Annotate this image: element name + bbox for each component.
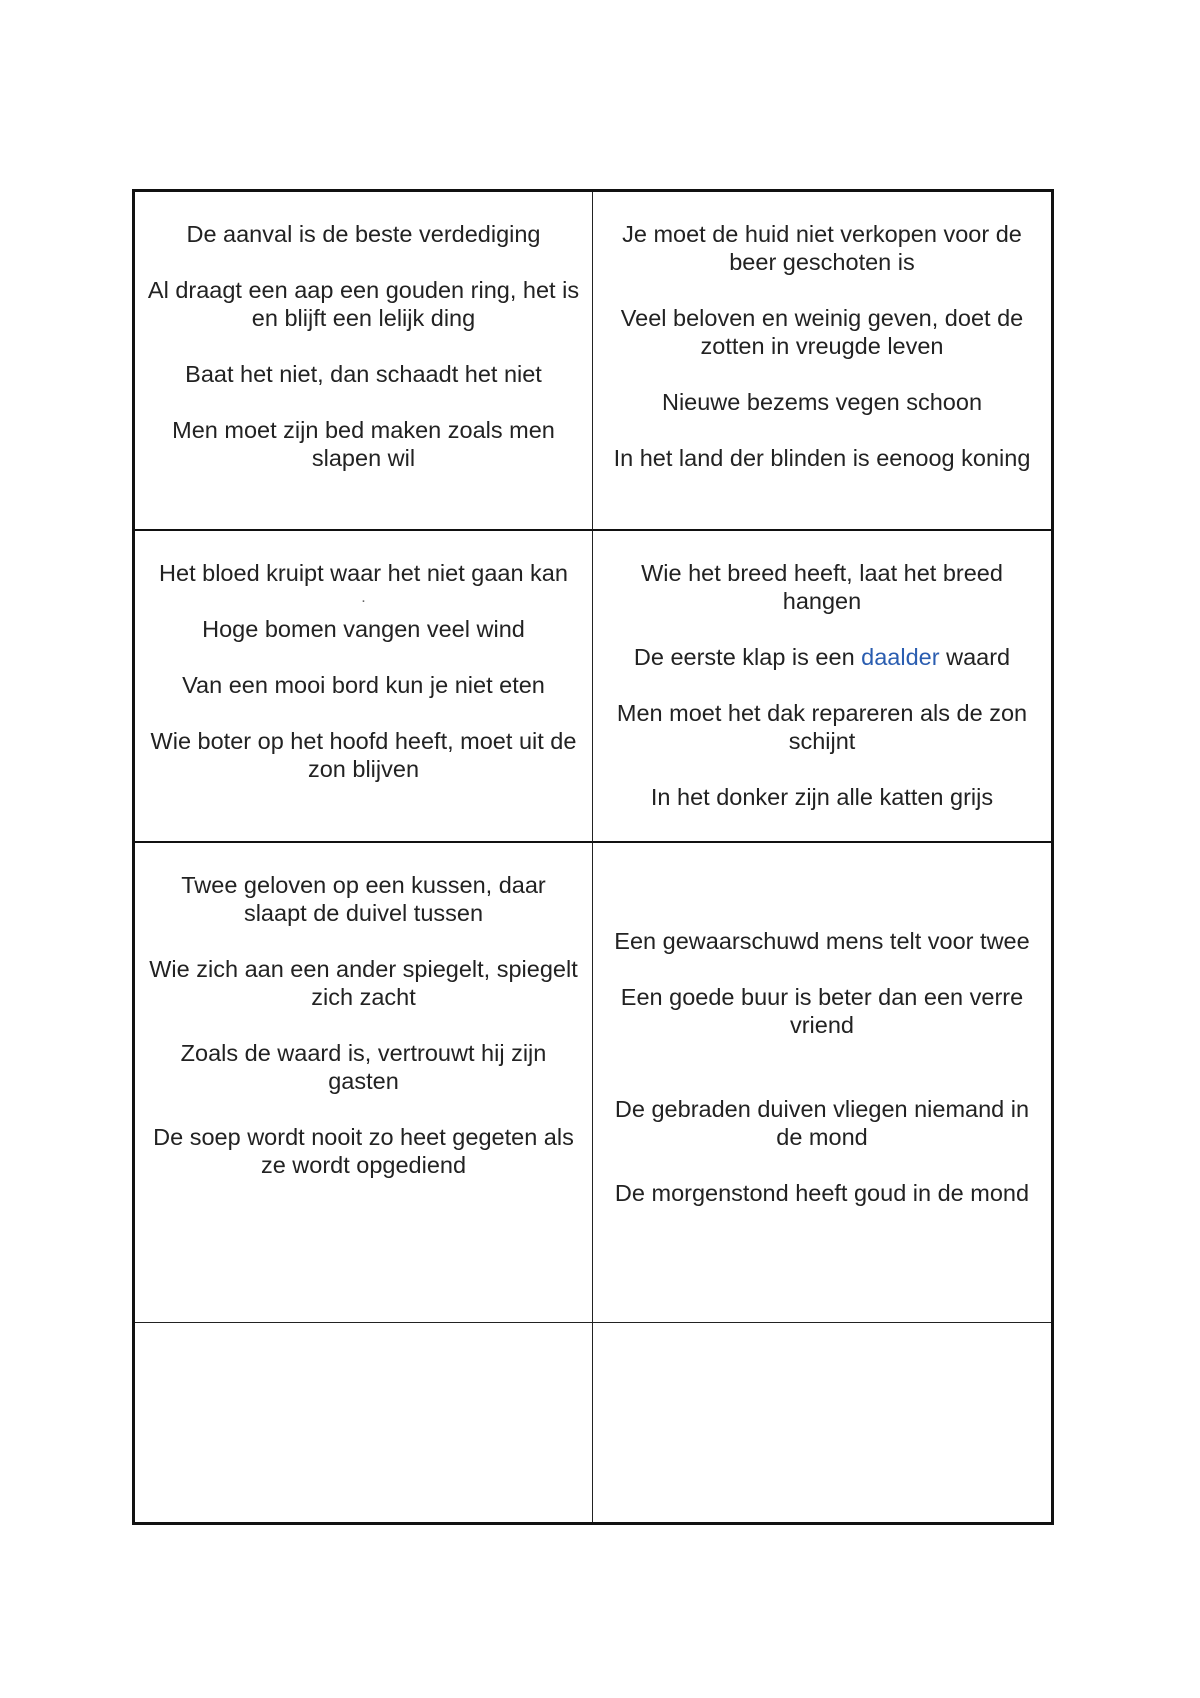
card-r4c2-empty [593,1323,1051,1522]
proverb: Zoals de waard is, vertrouwt hij zijn gasten [180,1040,547,1094]
proverb: In het donker zijn alle katten grijs [650,784,994,810]
proverb: Twee geloven op een kussen, daar slaapt de duivel tussen [181,872,546,926]
proverb: Al draagt een aap een gouden ring, het is en blijft een lelijk ding [147,277,580,331]
proverb: Een goede buur is beter dan een verre vriend [620,984,1024,1038]
proverb-card-grid [132,189,1054,1525]
proverb: De gebraden duiven vliegen niemand in de mond [614,1096,1030,1150]
proverb: Men moet het dak repareren als de zon schijnt [616,700,1028,754]
proverb: Je moet de huid niet verkopen voor de beer geschoten is [622,221,1022,275]
proverb: Nieuwe bezems vegen schoon [661,389,983,415]
proverb: Veel beloven en weinig geven, doet de zotten in vreugde leven [620,305,1024,359]
card-r3c1 [135,843,593,1323]
stray-dot: . [361,589,366,606]
card-r2c1 [135,531,593,843]
proverb: Wie boter op het hoofd heeft, moet uit de zon blijven [150,728,577,782]
proverb: De morgenstond heeft goud in de mond [614,1180,1030,1206]
proverb: Wie het breed heeft, laat het breed hangen [641,560,1003,614]
proverb: Een gewaarschuwd mens telt voor twee [614,928,1030,954]
proverb: Men moet zijn bed maken zoals men slapen wil [172,417,555,471]
proverb: Het bloed kruipt waar het niet gaan kan [159,560,568,586]
proverb-text-after-link: waard [939,644,1011,670]
card-r2c2 [593,531,1051,843]
card-r4c1-empty [135,1323,593,1522]
proverb: Baat het niet, dan schaadt het niet [185,361,542,387]
proverb: Hoge bomen vangen veel wind [202,616,525,642]
card-r1c1 [135,192,593,531]
proverb: In het land der blinden is eenoog koning [613,445,1031,471]
proverb: De soep wordt nooit zo heet gegeten als ze wordt opgediend [153,1124,574,1178]
daalder-link[interactable]: daalder [861,644,940,670]
proverb: Wie zich aan een ander spiegelt, spiegelt zich zacht [149,956,578,1010]
card-r1c2 [593,192,1051,531]
proverb: De aanval is de beste verdediging [186,221,541,247]
proverb [605,643,1039,671]
proverb: Van een mooi bord kun je niet eten [182,672,545,698]
proverb-text-before-link: De eerste klap is een [633,644,862,670]
card-r3c2 [593,843,1051,1323]
